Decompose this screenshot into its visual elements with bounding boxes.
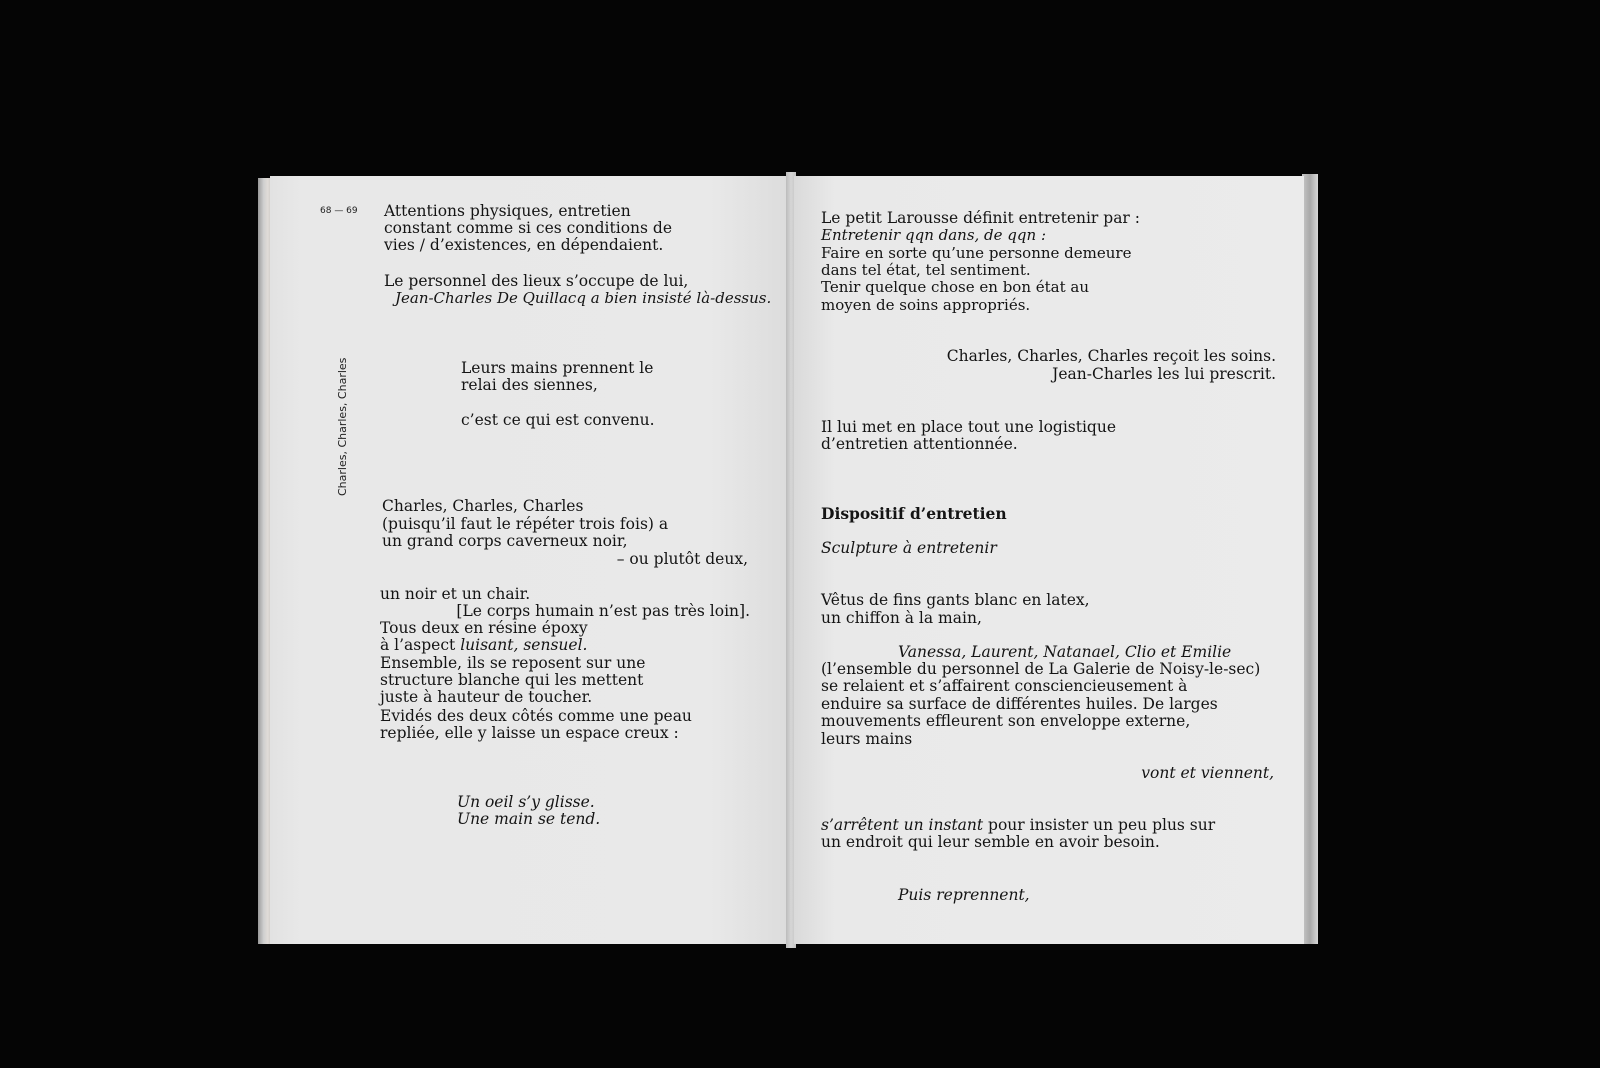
text-line: Faire en sorte qu’une personne demeure <box>821 244 1132 262</box>
text-line: se relaient et s’affairent consciencieusement à <box>821 677 1188 695</box>
italic-span: luisant, sensuel. <box>460 636 588 654</box>
italic-line: Vanessa, Laurent, Natanael, Clio et Emilie <box>898 643 1232 661</box>
text-line: Le personnel des lieux s’occupe de lui, <box>384 272 689 290</box>
left-page <box>270 176 788 944</box>
text-line: (l’ensemble du personnel de La Galerie de Noisy-le-sec) <box>821 660 1261 678</box>
text-line: moyen de soins appropriés. <box>821 296 1031 314</box>
text-line: vies / d’existences, en dépendaient. <box>384 236 664 254</box>
italic-span: s’arrêtent un instant <box>821 816 984 834</box>
text-line: Charles, Charles, Charles <box>382 497 584 515</box>
text-line: mouvements effleurent son enveloppe externe, <box>821 712 1191 730</box>
right-page <box>794 176 1304 944</box>
text-line: enduire sa surface de différentes huiles. De larges <box>821 695 1218 713</box>
text-line: Charles, Charles, Charles reçoit les soins. <box>946 347 1276 365</box>
text-line: [Le corps humain n’est pas très loin]. <box>456 602 750 620</box>
text-line: repliée, elle y laisse un espace creux : <box>380 724 679 742</box>
text-line: Tenir quelque chose en bon état au <box>821 278 1090 296</box>
text-line: un endroit qui leur semble en avoir besoin. <box>821 833 1160 851</box>
italic-line: Jean-Charles De Quillacq a bien insisté là-dessus. <box>395 289 772 307</box>
text-line: dans tel état, tel sentiment. <box>821 261 1031 279</box>
page-number: 68 — 69 <box>320 206 358 216</box>
text-line: (puisqu’il faut le répéter trois fois) a <box>382 515 669 533</box>
text-line: Vêtus de fins gants blanc en latex, <box>821 591 1090 609</box>
section-heading: Dispositif d’entretien <box>821 504 1007 523</box>
text-line: un chiffon à la main, <box>821 609 982 627</box>
text-span: pour insister un peu plus sur <box>983 816 1216 834</box>
text-line: Ensemble, ils se reposent sur une <box>380 654 646 672</box>
text-line: un noir et un chair. <box>380 585 531 603</box>
text-line: Tous deux en résine époxy <box>380 619 588 637</box>
text-line <box>821 817 1215 834</box>
text-line: d’entretien attentionnée. <box>821 435 1018 453</box>
italic-line: Puis reprennent, <box>898 886 1030 904</box>
text-line: Il lui met en place tout une logistique <box>821 418 1116 436</box>
running-title: Charles, Charles, Charles <box>336 357 349 496</box>
text-line: c’est ce qui est convenu. <box>461 411 655 429</box>
italic-line: Entretenir qqn dans, de qqn : <box>821 226 1046 244</box>
text-line: juste à hauteur de toucher. <box>380 688 593 706</box>
text-line: – ou plutôt deux, <box>616 550 748 568</box>
text-line: Evidés des deux côtés comme une peau <box>380 707 692 725</box>
text-line: constant comme si ces conditions de <box>384 219 672 237</box>
text-line: Attentions physiques, entretien <box>384 202 631 220</box>
text-line: Leurs mains prennent le <box>461 359 654 377</box>
italic-line: vont et viennent, <box>1141 764 1274 782</box>
italic-line: Une main se tend. <box>457 810 601 828</box>
section-subheading: Sculpture à entretenir <box>821 539 997 557</box>
italic-line: Un oeil s’y glisse. <box>457 793 595 811</box>
text-line: un grand corps caverneux noir, <box>382 532 628 550</box>
open-book <box>258 172 1330 948</box>
text-line: Le petit Larousse définit entretenir par : <box>821 209 1140 227</box>
text-line: structure blanche qui les mettent <box>380 671 644 689</box>
text-line: relai des siennes, <box>461 376 598 394</box>
right-page-edge <box>1302 174 1318 944</box>
text-line: Jean-Charles les lui prescrit. <box>1052 365 1276 383</box>
text-line <box>380 637 587 654</box>
text-line: leurs mains <box>821 730 913 748</box>
text-span: à l’aspect <box>380 636 461 654</box>
